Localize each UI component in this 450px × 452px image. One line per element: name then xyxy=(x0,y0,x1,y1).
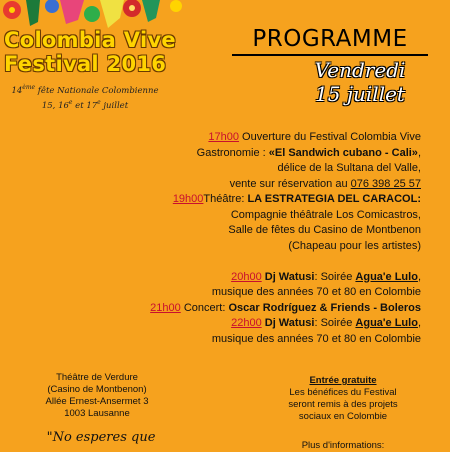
schedule-item xyxy=(121,130,421,146)
day-name: Vendredi xyxy=(314,58,406,82)
dates-sup-2: e xyxy=(97,98,101,106)
event-label: Gastronomie : xyxy=(196,146,269,159)
logo-subtitle xyxy=(4,82,166,112)
event-performer: Dj Watusi xyxy=(261,317,315,329)
event-detail: délice de la Sultana del Valle, xyxy=(277,162,421,174)
logo-dates xyxy=(4,97,166,112)
event-text: Concert: xyxy=(180,301,229,314)
schedule-item xyxy=(121,301,421,317)
event-detail: (Chapeau pour les artistes) xyxy=(288,239,421,252)
event-detail xyxy=(121,177,421,193)
event-text: : Soirée xyxy=(314,317,356,329)
venue-name: Théâtre de Verdure xyxy=(56,372,138,383)
edition-text: fête Nationale Colombienne xyxy=(35,85,159,96)
event-text: : Soirée xyxy=(314,270,356,283)
edition-number: 14 xyxy=(11,85,23,96)
programme-day xyxy=(290,58,430,106)
flower-decoration xyxy=(3,0,160,28)
logo-line-2: Festival 2016 xyxy=(4,52,167,76)
logo-line-1: Colombia Vive xyxy=(4,28,176,52)
event-title: LA ESTRATEGIA DEL CARACOL: xyxy=(247,193,421,205)
event-time: 17h00 xyxy=(208,131,239,143)
schedule-item xyxy=(121,146,421,162)
venue-city: 1003 Lausanne xyxy=(64,408,130,419)
event-time: 22h00 xyxy=(231,317,262,329)
more-info-label: Plus d'informations: xyxy=(301,440,385,451)
day-date: 15 juillet xyxy=(315,82,405,106)
event-detail: Compagnie théâtrale Los Comicastros, xyxy=(230,208,421,221)
event-label: Théâtre: xyxy=(203,193,248,205)
event-punct: , xyxy=(417,317,421,329)
event-detail: musique des années 70 et 80 en Colombie xyxy=(211,332,421,345)
logo-subtitle-line-1 xyxy=(4,82,166,97)
event-performer: Dj Watusi xyxy=(261,270,315,283)
event-time: 19h00 xyxy=(172,193,204,205)
event-title: Agua'e Lulo xyxy=(355,317,418,329)
event-detail-text: vente sur réservation au xyxy=(229,177,351,190)
event-title: «El Sandwich cubano - Cali» xyxy=(268,146,418,159)
schedule-item xyxy=(121,316,421,332)
dates-sup-1: e xyxy=(68,98,73,106)
info-line: sociaux en Colombie xyxy=(298,411,388,422)
sun-decoration xyxy=(170,0,182,12)
event-time: 21h00 xyxy=(150,301,181,314)
programme-title: PROGRAMME xyxy=(252,26,408,52)
schedule-item xyxy=(121,192,421,208)
schedule xyxy=(121,130,421,347)
dates-part-2: et 17 xyxy=(72,100,98,111)
entry-info xyxy=(268,375,418,451)
entry-heading: Entrée gratuite xyxy=(309,375,377,386)
info-line: seront remis à des projets xyxy=(288,399,398,410)
spacer xyxy=(121,254,421,270)
event-detail: Salle de fêtes du Casino de Montbenon xyxy=(228,224,421,236)
info-line: Les bénéfices du Festival xyxy=(289,387,397,398)
event-punct: , xyxy=(417,146,421,159)
reservation-phone[interactable]: 076 398 25 57 xyxy=(350,177,421,190)
dates-part-3: juillet xyxy=(100,100,129,111)
venue-building: (Casino de Montbenon) xyxy=(47,384,147,395)
event-time: 20h00 xyxy=(231,270,262,283)
event-punct: , xyxy=(417,270,421,283)
festival-logo xyxy=(4,28,176,76)
quote-text: "No esperes que xyxy=(46,430,156,445)
title-underline xyxy=(232,54,428,56)
event-text: Ouverture du Festival Colombia Vive xyxy=(239,131,421,143)
venue-address xyxy=(8,372,186,420)
dates-part-1: 15, 16 xyxy=(41,100,69,111)
venue-street: Allée Ernest-Ansermet 3 xyxy=(45,396,149,407)
event-title: Agua'e Lulo xyxy=(355,270,418,283)
schedule-item xyxy=(121,270,421,286)
edition-suffix: ème xyxy=(22,84,36,91)
event-detail: musique des années 70 et 80 en Colombie xyxy=(211,286,421,298)
event-title: Oscar Rodríguez & Friends - Boleros xyxy=(228,301,421,314)
